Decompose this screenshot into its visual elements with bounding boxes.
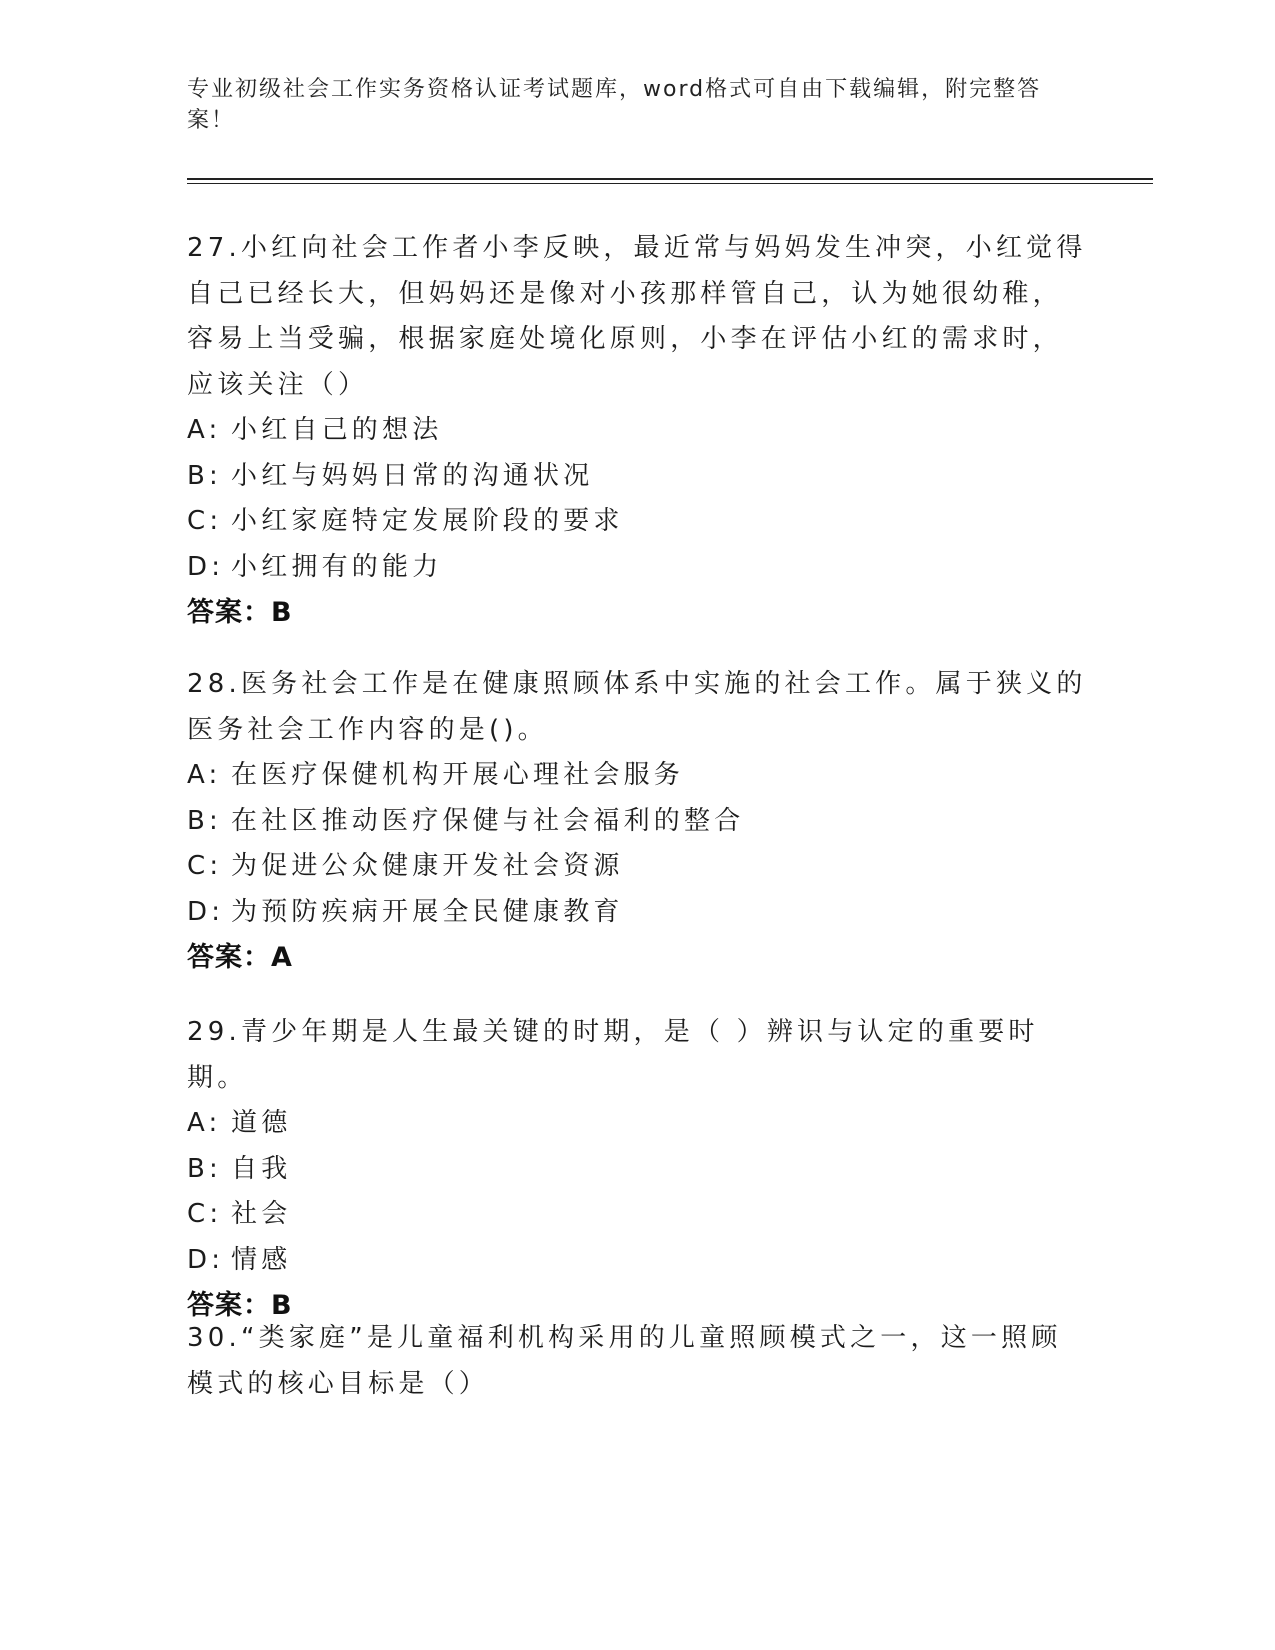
option-key: D: [187, 1244, 225, 1275]
option-text: 为促进公众健康开发社会资源 [231, 851, 624, 881]
option-text: 小红自己的想法 [231, 415, 443, 445]
option-key: C: [187, 1199, 223, 1229]
option-key: B: [187, 805, 222, 836]
option-a [187, 753, 1087, 799]
option-text: 情感 [231, 1244, 292, 1275]
question-27 [187, 226, 1087, 636]
option-text: 道德 [231, 1108, 292, 1138]
option-d [187, 1238, 1087, 1284]
option-text: 在社区推动医疗保健与社会福利的整合 [231, 805, 745, 836]
option-a [187, 1101, 1087, 1147]
question-30 [187, 1316, 1087, 1407]
header-divider [187, 178, 1153, 180]
answer-line: 答案：B [187, 597, 293, 628]
option-key: C: [187, 506, 223, 536]
option-key: B: [187, 1153, 222, 1184]
option-text: 小红家庭特定发展阶段的要求 [231, 506, 624, 536]
option-key: A: [187, 415, 222, 445]
option-text: 在医疗保健机构开展心理社会服务 [231, 760, 685, 790]
question-29 [187, 1010, 1087, 1329]
option-c [187, 499, 1087, 545]
answer-line: 答案：A [187, 942, 293, 973]
header-divider-thin [187, 183, 1153, 184]
answer-line: 答案：B [187, 1290, 293, 1321]
option-key: A: [187, 1108, 222, 1138]
option-key: C: [187, 851, 223, 881]
option-d [187, 890, 1087, 936]
option-b [187, 799, 1087, 845]
document-header: 专业初级社会工作实务资格认证考试题库，word格式可自由下载编辑，附完整答案！ [187, 77, 1042, 133]
option-text: 自我 [231, 1153, 292, 1184]
option-b [187, 1147, 1087, 1193]
option-text: 小红拥有的能力 [231, 551, 443, 582]
option-text: 小红与妈妈日常的沟通状况 [231, 460, 594, 491]
question-stem: 28.医务社会工作是在健康照顾体系中实施的社会工作。属于狭义的医务社会工作内容的是()。 [187, 669, 1087, 745]
question-stem: 27.小红向社会工作者小李反映，最近常与妈妈发生冲突，小红觉得自己已经长大，但妈妈还是像对小孩那样管自己，认为她很幼稚，容易上当受骗，根据家庭处境化原则，小李在评估小红的需求时，应该关注（） [187, 233, 1087, 400]
option-key: A: [187, 760, 222, 790]
option-key: B: [187, 460, 222, 491]
option-b [187, 454, 1087, 500]
option-text: 为预防疾病开展全民健康教育 [231, 896, 624, 927]
option-key: D: [187, 551, 225, 582]
question-28 [187, 662, 1087, 981]
option-c [187, 1192, 1087, 1238]
option-c [187, 844, 1087, 890]
option-a [187, 408, 1087, 454]
option-key: D: [187, 896, 225, 927]
question-stem: 29.青少年期是人生最关键的时期，是（ ）辨识与认定的重要时期。 [187, 1017, 1039, 1093]
question-stem: 30.“类家庭”是儿童福利机构采用的儿童照顾模式之一，这一照顾模式的核心目标是（） [187, 1323, 1062, 1399]
option-text: 社会 [231, 1199, 292, 1229]
option-d [187, 545, 1087, 591]
